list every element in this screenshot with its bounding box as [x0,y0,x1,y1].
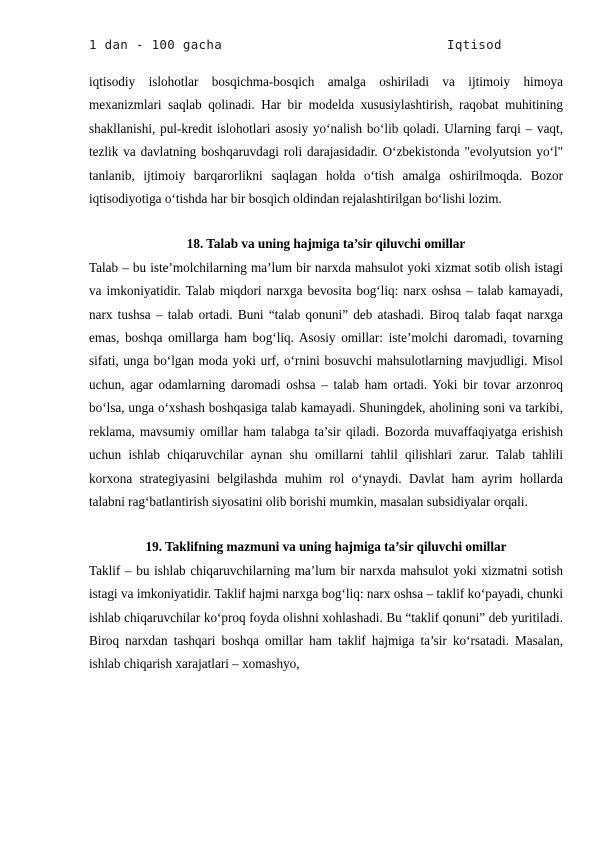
page-header [89,37,509,57]
section-spacer [89,210,563,232]
header-range: 1 dan - 100 gacha [89,37,223,52]
section-spacer [89,513,563,535]
header-subject: Iqtisod [447,37,502,52]
section-heading-19: 19. Taklifning mazmuni va uning hajmiga ta’sir qiluvchi omillar [145,539,507,555]
paragraph-supply: Taklif – bu ishlab chiqaruvchilarning ma’lum bir narxda mahsulot yoki xizmatni sotish istagi va imkoniyatidir. Taklif hajmi narxga bog‘liq: narx oshsa – taklif ko‘payadi, chunki ishlab chiqaruvchilar ko‘proq foyda olishni xohlashadi. Bu “taklif qonuni” deb yuritiladi. Biroq narxdan tashqari boshqa omillar ham taklif hajmiga ta’sir ko‘rsatadi. Masalan, ishlab chiqarish xarajatlari – xomashyo, [89,562,563,672]
paragraph-intro-continuation: iqtisodiy islohotlar bosqichma-bosqich amalga oshiriladi va ijtimoiy himoya mexanizmlari saqlab qolinadi. Har bir modelda xususiylashtirish, raqobat muhitining shakllanishi, pul-kredit islohotlari asosiy yo‘nalish bo‘lib qoladi. Ularning farqi – vaqt, tezlik va davlatning boshqaruvdagi roli darajasidadir. O‘zbekistonda "evolyutsion yo‘l" tanlanib, ijtimoiy barqarorlikni saqlagan holda o‘tish amalga oshirilmoqda. Bozor iqtisodiyotiga o‘tishda har bir bosqich oldindan rejalashtirilgan bo‘lishi lozim. [89,74,563,207]
document-body [89,70,563,676]
paragraph-demand: Talab – bu iste’molchilarning ma’lum bir narxda mahsulot yoki xizmat sotib olish istagi va imkoniyatidir. Talab miqdori narxga bevosita bog‘liq: narx oshsa – talab kamayadi, narx tushsa – talab ortadi. Buni “talab qonuni” deb atashadi. Biroq talab faqat narxga emas, boshqa omillarga ham bog‘liq. Asosiy omillar: iste’molchi daromadi, tovarning sifati, unga bo‘lgan moda yoki urf, o‘rnini bosuvchi mahsulotlarning mavjudligi. Misol uchun, agar odamlarning daromadi oshsa – talab ham ortadi. Yoki bir tovar arzonroq bo‘lsa, unga o‘xshash boshqasiga talab kamayadi. Shuningdek, aholining soni va tarkibi, reklama, mavsumiy omillar ham talabga ta’sir qiladi. Bozorda muvaffaqiyatga erishish uchun ishlab chiqaruvchilar aynan shu omillarni tahlil qilishlari zarur. Talab tahlili korxona strategiyasini belgilashda muhim rol o‘ynaydi. Davlat ham ayrim hollarda talabni rag‘batlantirish siyosatini olib borishi mumkin, masalan subsidiyalar orqali. [89,259,563,509]
section-heading-18: 18. Talab va uning hajmiga ta’sir qiluvchi omillar [186,236,466,252]
